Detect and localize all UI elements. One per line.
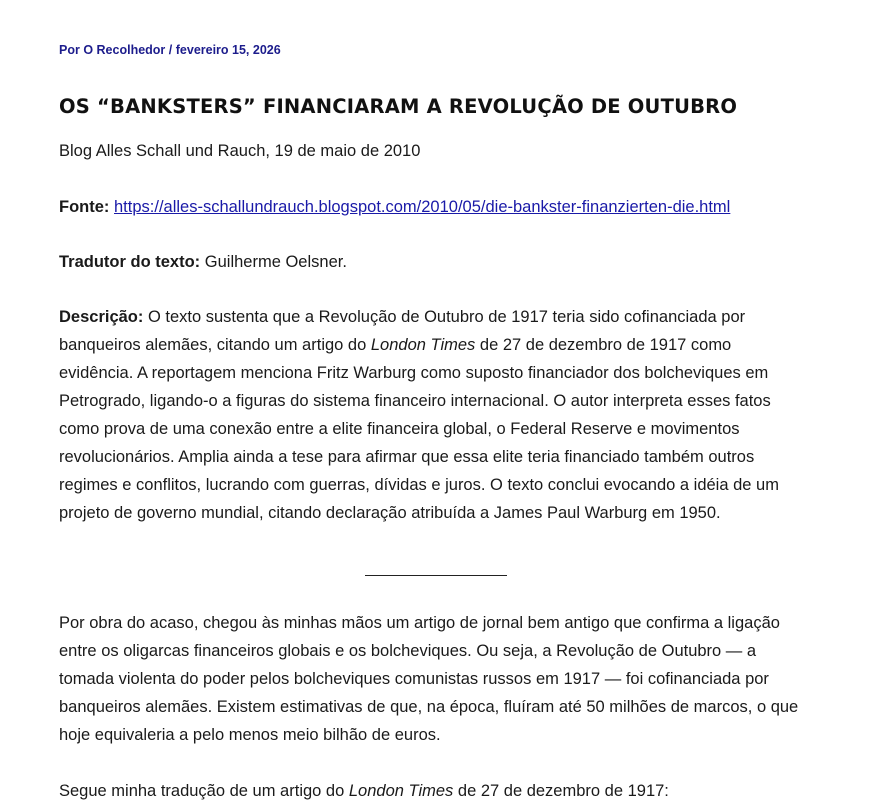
descricao-paragraph [59,303,809,527]
descricao-text-end: de 27 de dezembro de 1917 como evidência. A reportagem menciona Fritz Warburg como suposto financiador dos bolcheviques em Petrogrado, ligando-o a figuras do sistema financeiro internacional. O autor interpreta esses fatos como prova de uma conexão entre a elite financeira global, o Federal Reserve e movimentos revolucionários. Amplia ainda a tese para afirmar que essa elite teria financiado também outros regimes e conflitos, lucrando com guerras, dívidas e juros. O texto conclui evocando a idéia de um projeto de governo mundial, citando declaração atribuída a James Paul Warburg em 1950. [59,336,779,522]
body-paragraph: Por obra do acaso, chegou às minhas mãos um artigo de jornal bem antigo que confirma a ligação entre os oligarcas financeiros globais e os bolcheviques. Ou seja, a Revolução de Outubro — a tomada violenta do poder pelos bolcheviques comunistas russos em 1917 — foi cofinanciada por banqueiros alemães. Existem estimativas de que, na época, fluíram até 50 milhões de marcos, o que hoje equivaleria a pelo menos meio bilhão de euros. [59,614,799,744]
tradutor-name: Guilherme Oelsner. [204,253,347,271]
descricao-publication: London Times [370,336,476,354]
translation-intro-text-start: Segue minha tradução de um artigo do [59,782,345,800]
source-line: Blog Alles Schall und Rauch, 19 de maio de 2010 [59,142,421,160]
descricao-label: Descrição: [59,308,144,326]
byline [59,43,281,57]
post-title: OS “BANKSTERS” FINANCIARAM A REVOLUÇÃO DE OUTUBRO [59,95,738,118]
translation-intro-text-end: de 27 de dezembro de 1917: [457,782,669,800]
byline-date: fevereiro 15, 2026 [175,43,281,57]
descricao-text-start: O texto sustenta que a Revolução de Outubro de 1917 teria sido cofinanciada por banqueiros alemães, citando um artigo do [59,308,746,354]
byline-separator: / [168,43,173,57]
section-divider [365,575,507,576]
translation-intro-paragraph [59,777,669,805]
translation-intro-publication: London Times [348,782,454,800]
byline-author-link[interactable]: O Recolhedor [83,43,166,57]
tradutor-label: Tradutor do texto: [59,253,201,271]
fonte-label: Fonte: [59,198,110,216]
byline-prefix: Por [59,43,80,57]
fonte-paragraph [59,193,730,221]
fonte-link[interactable]: https://alles-schallundrauch.blogspot.com/2010/05/die-bankster-finanzierten-die.html [114,198,731,216]
tradutor-paragraph [59,248,347,276]
